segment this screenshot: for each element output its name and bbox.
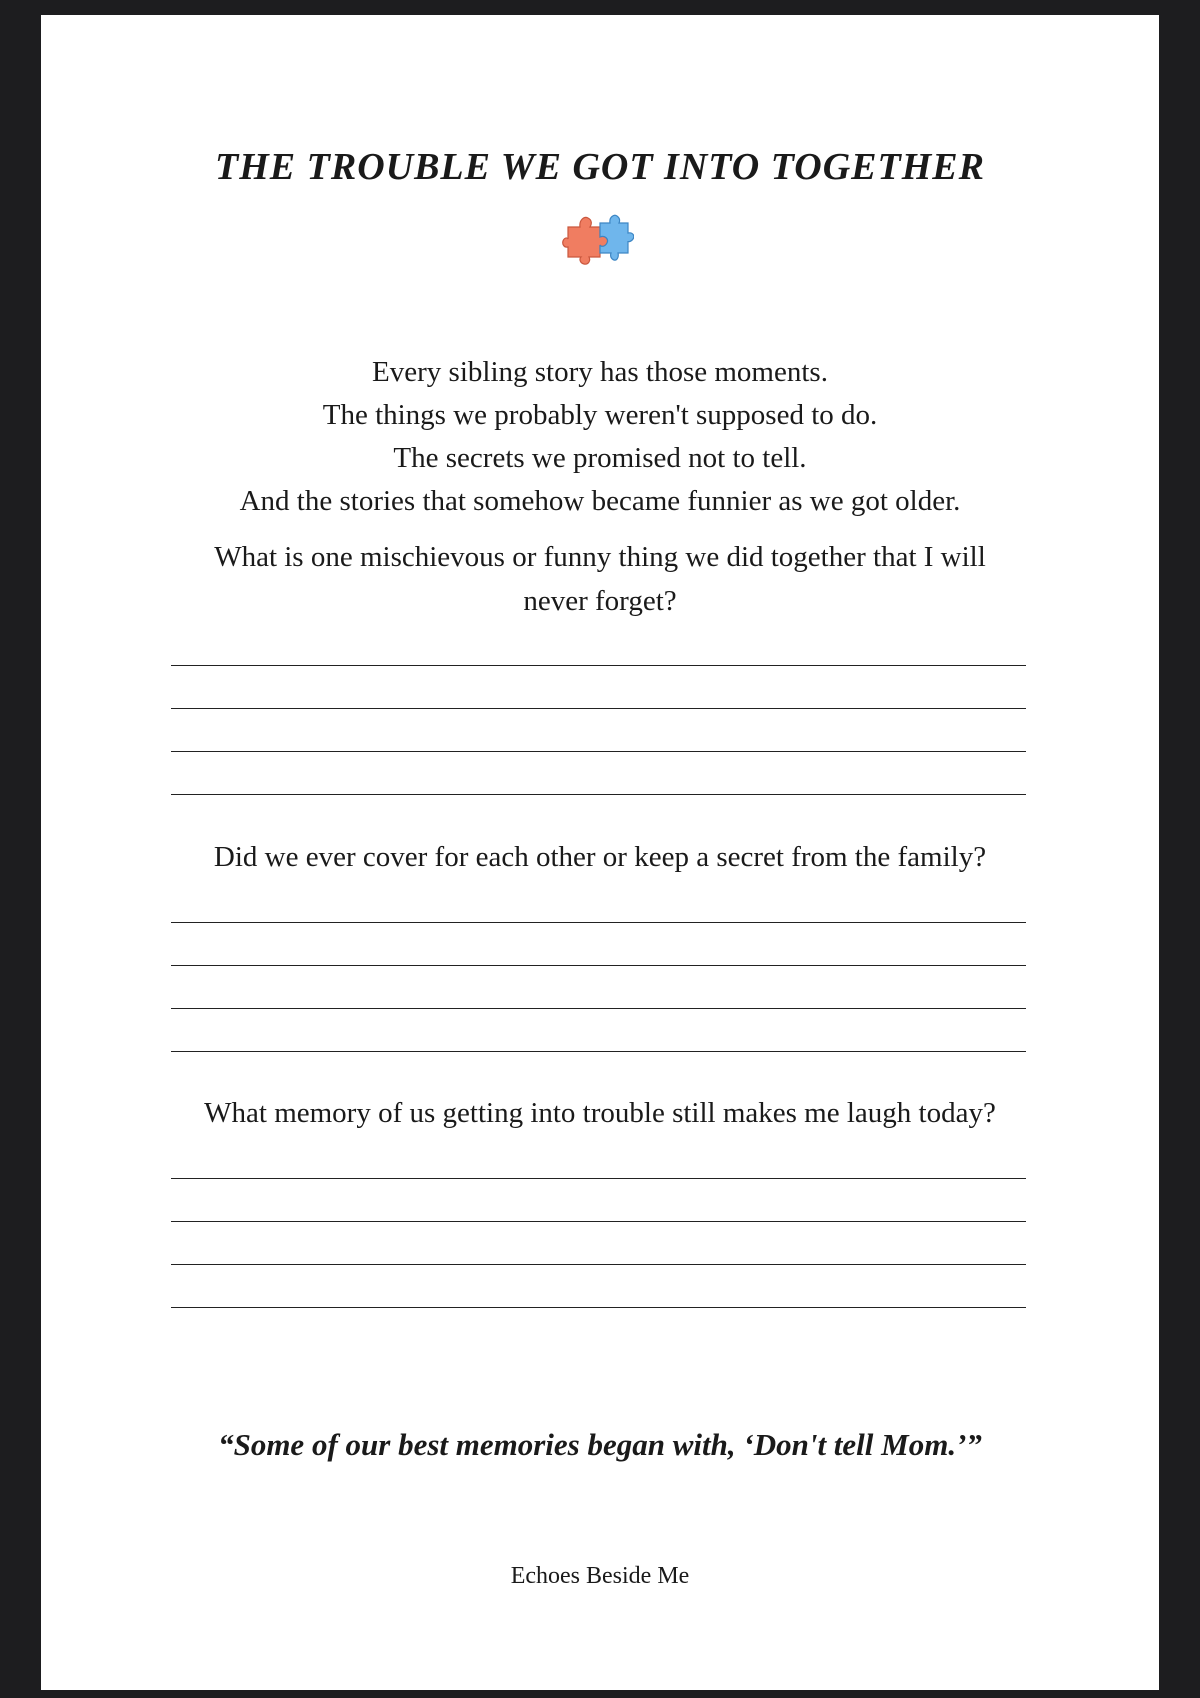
intro-line: And the stories that somehow became funnier as we got older. bbox=[239, 485, 961, 517]
answer-line-3-3[interactable] bbox=[171, 1264, 1026, 1265]
intro-line: The secrets we promised not to tell. bbox=[393, 442, 807, 474]
quote: “Some of our best memories began with, ‘Don't tell Mom.’” bbox=[218, 1427, 982, 1462]
answer-line-3-4[interactable] bbox=[171, 1307, 1026, 1308]
puzzle-pieces-icon bbox=[562, 211, 634, 269]
answer-line-3-2[interactable] bbox=[171, 1221, 1026, 1222]
answer-line-1-2[interactable] bbox=[171, 708, 1026, 709]
intro-line: Every sibling story has those moments. bbox=[372, 356, 828, 388]
answer-line-1-4[interactable] bbox=[171, 794, 1026, 795]
answer-line-2-1[interactable] bbox=[171, 922, 1026, 923]
intro-line: The things we probably weren't supposed to do. bbox=[322, 399, 878, 431]
question-2: Did we ever cover for each other or keep a secret from the family? bbox=[213, 841, 987, 873]
intro-text bbox=[41, 351, 1159, 523]
answer-line-1-3[interactable] bbox=[171, 751, 1026, 752]
answer-line-1-1[interactable] bbox=[171, 665, 1026, 666]
answer-line-2-3[interactable] bbox=[171, 1008, 1026, 1009]
question-3: What memory of us getting into trouble still makes me laugh today? bbox=[204, 1097, 996, 1129]
journal-page bbox=[41, 15, 1159, 1690]
page-title: THE TROUBLE WE GOT INTO TOGETHER bbox=[215, 146, 985, 188]
answer-line-2-4[interactable] bbox=[171, 1051, 1026, 1052]
answer-line-3-1[interactable] bbox=[171, 1178, 1026, 1179]
answer-line-2-2[interactable] bbox=[171, 965, 1026, 966]
footer-brand: Echoes Beside Me bbox=[510, 1563, 690, 1589]
question-1: What is one mischievous or funny thing we did together that I will never forget? bbox=[214, 541, 986, 617]
